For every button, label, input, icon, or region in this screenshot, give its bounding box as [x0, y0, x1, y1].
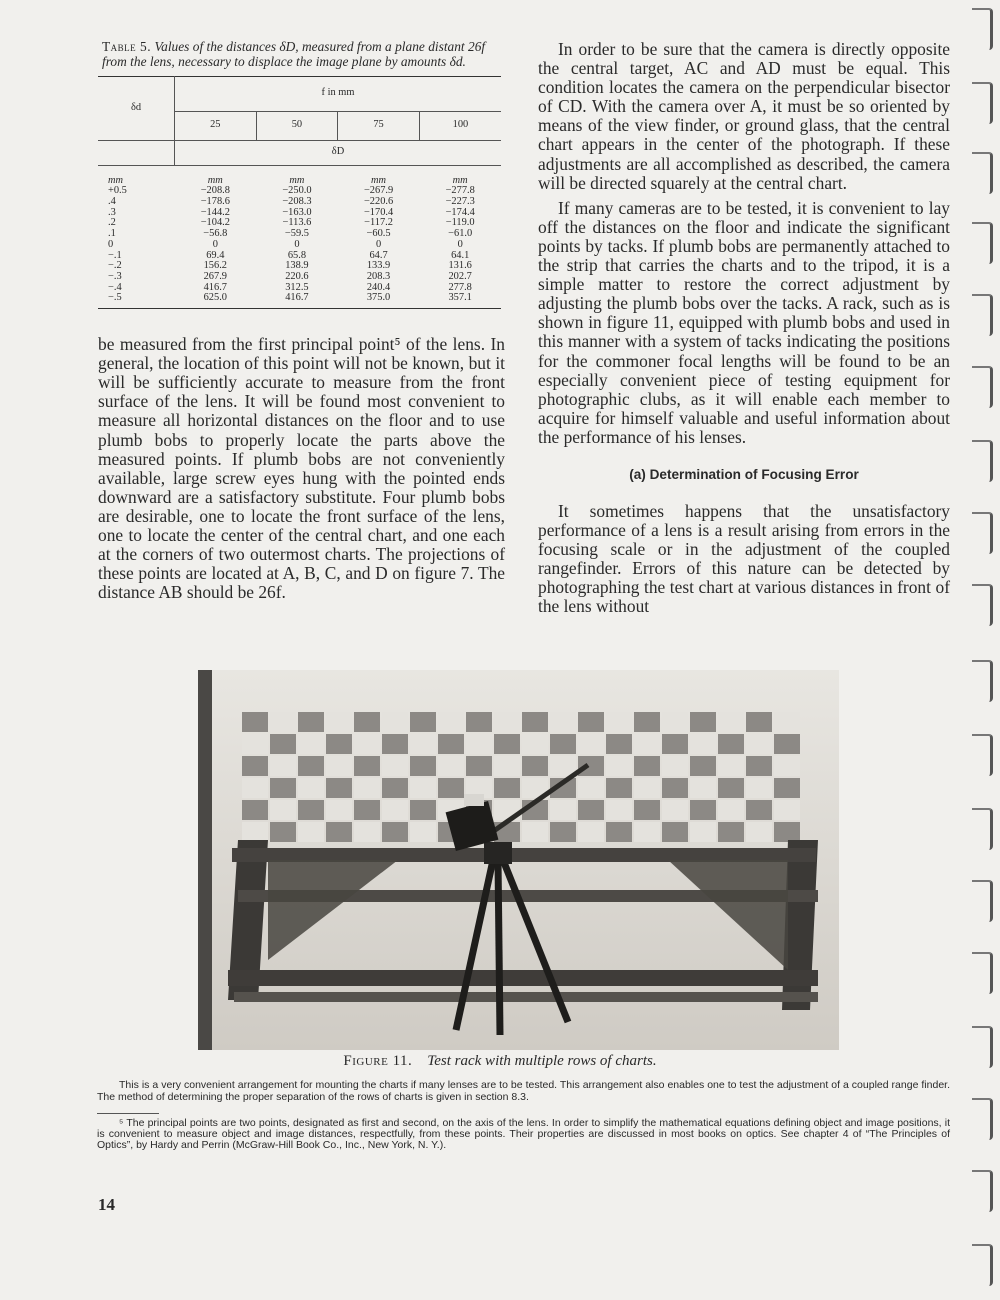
binder-ring: [972, 952, 993, 994]
header-f: f in mm: [175, 76, 502, 111]
binder-ring: [972, 294, 993, 336]
dD-cell: −178.6: [200, 196, 230, 207]
table-body: [98, 165, 501, 308]
unit-label: mm: [371, 174, 387, 186]
binder-ring: [972, 1170, 993, 1212]
dd-cell: −.3: [108, 270, 122, 282]
right-paragraph-3: It sometimes happens that the unsatisfactory performance of a lens is a result arising from errors in the focusing scale or in the adjustment of the coupled rangefinder. Errors of this nature can be detected by photographing the test chart at various distances in front of the lens without: [538, 500, 950, 617]
dD-cell: 0: [294, 238, 300, 250]
left-column: [98, 40, 505, 602]
figure-label: Figure 11.: [343, 1053, 413, 1069]
table-row: [98, 293, 501, 308]
dD-cell: 69.4: [206, 249, 225, 261]
dD-cell: −144.2: [200, 206, 230, 218]
dD-cell: −208.8: [200, 185, 230, 197]
dD-cell: 208.3: [366, 270, 391, 282]
dD-cell: 267.9: [203, 270, 227, 282]
dD-cell: 64.7: [369, 249, 388, 261]
dd-cell: −.2: [108, 260, 122, 272]
figure-caption: [0, 1053, 1000, 1070]
test-rack-photo: [198, 670, 839, 1050]
right-column: [538, 40, 950, 617]
binder-ring: [972, 880, 993, 922]
binder-ring: [972, 1098, 993, 1140]
section-heading: (a) Determination of Focusing Error: [629, 466, 859, 482]
dD-cell: 312.5: [285, 281, 309, 293]
dd-cell: −.1: [108, 249, 122, 261]
dD-cell: 375.0: [366, 292, 391, 304]
dD-cell: −174.4: [445, 206, 475, 218]
page-number: 14: [98, 1195, 115, 1214]
dD-cell: 357.1: [448, 292, 472, 304]
dD-cell: 65.8: [287, 249, 307, 261]
dD-cell: −117.2: [364, 217, 393, 229]
dd-cell: −.5: [108, 292, 122, 304]
dD-cell: −104.2: [200, 217, 230, 229]
footnote-rule: [97, 1113, 159, 1114]
dd-cell: .2: [108, 217, 116, 229]
dd-cell: .4: [108, 196, 116, 207]
unit-label: mm: [289, 174, 305, 186]
f-value: 75: [338, 111, 420, 140]
binder-ring: [972, 440, 993, 482]
dD-cell: −56.8: [203, 228, 228, 240]
header-dd: δd: [98, 76, 175, 140]
dD-cell: 133.9: [366, 260, 391, 272]
dD-cell: −113.6: [282, 217, 312, 229]
dD-cell: 131.6: [448, 260, 472, 272]
unit-label: mm: [108, 174, 124, 186]
dD-cell: 202.7: [448, 270, 472, 282]
table-caption-text: Values of the distances δD, measured from a plane distant 26f from the lens, necessary to displace the image plane by amounts δd.: [102, 39, 486, 69]
binder-ring: [972, 152, 993, 194]
dD-cell: −60.5: [366, 228, 391, 240]
right-paragraph-2: If many cameras are to be tested, it is convenient to lay off the distances on the floor and indicate the significant points by tacks. If plumb bobs are permanently attached to the strip that carries the charts and to the tripod, it is a simple matter to restore the correct adjustment by adjusting the plumb bobs over the tacks. A rack, such as is shown in figure 11, equipped with plumb bobs and used in this manner with a system of tacks indicating the positions for the commoner focal lengths will be found to be an especially convenient piece of testing equipment for photographic clubs, as it will enable each member to acquire for himself valuable and useful information about the performance of his lenses.: [538, 197, 950, 447]
dD-cell: −163.0: [282, 206, 312, 218]
binder-ring: [972, 734, 993, 776]
binder-ring: [972, 1244, 993, 1286]
distance-table: [98, 76, 501, 309]
dD-cell: −170.4: [363, 206, 394, 218]
dD-cell: 0: [375, 238, 382, 250]
binder-ring: [972, 1026, 993, 1068]
dd-cell: .3: [108, 206, 116, 218]
dD-cell: −61.0: [448, 228, 473, 240]
dD-cell: −277.8: [445, 185, 475, 197]
dD-cell: −220.6: [363, 196, 394, 207]
table-row: [98, 240, 501, 251]
unit-label: mm: [207, 174, 223, 186]
dD-cell: 416.7: [203, 281, 227, 293]
dD-cell: −250.0: [282, 185, 312, 197]
header-dD: δD: [175, 140, 502, 165]
f-value: 50: [256, 111, 338, 140]
dD-cell: 220.6: [285, 270, 309, 282]
dD-cell: −59.5: [284, 228, 309, 240]
dD-cell: 277.8: [448, 281, 472, 293]
unit-label: mm: [452, 174, 468, 186]
table-caption: [98, 40, 505, 70]
dD-cell: 0: [457, 238, 463, 250]
footnote: ⁵ The principal points are two points, designated as first and second, on the axis of the lens. In order to simplify the mathematical equations defining object and image positions, it is convenient to measure object and image distances, respectfully, from these points. Their properties are discussed in most books on optics. See chapter 4 of “The Principles of Optics”, by Hardy and Perrin (McGraw-Hill Book Co., Inc., New York, N. Y.).: [97, 1117, 950, 1151]
right-paragraph-1: In order to be sure that the camera is directly opposite the central target, AC and AD must be equal. This condition locates the camera on the perpendicular bisector of CD. With the camera over A, it must be so oriented by means of the view finder, or ground glass, that the central chart appears in the center of the photograph. If these adjustments are all accomplished as described, the camera will be directed squarely at the central chart.: [538, 39, 950, 193]
figure-note: This is a very convenient arrangement for mounting the charts if many lenses are to be tested. This arrangement also enables one to test the adjustment of a coupled range finder. The method of determining the proper separation of the rows of charts is given in section 8.3.: [97, 1079, 950, 1103]
f-value: 100: [419, 111, 501, 140]
dd-cell: 0: [108, 238, 114, 250]
table-label: Table 5.: [102, 39, 152, 54]
dD-cell: 156.2: [203, 260, 227, 272]
dD-cell: 64.1: [451, 249, 470, 261]
dD-cell: 416.7: [285, 292, 309, 304]
left-paragraph: be measured from the first principal point⁵ of the lens. In general, the location of this point will not be known, but it will be sufficiently accurate to measure from the front surface of the lens. It will be found most convenient to measure all horizontal distances on the floor and to use plumb bobs to properly locate the parts above the measured points. If plumb bobs are not conveniently available, large screw eyes hung with the pointed ends downward are a satisfactory substitute. Four plumb bobs are desirable, one to locate the front surface of the lens, one to locate the center of the central chart, and one each at the corners of two outermost charts. The projections of these points are located at A, B, C, and D on figure 7. The distance AB should be 26f.: [98, 334, 505, 603]
binder-ring: [972, 512, 993, 554]
binder-ring: [972, 808, 993, 850]
dD-cell: 138.9: [285, 260, 309, 272]
binder-ring: [972, 660, 993, 702]
dD-cell: −208.3: [282, 196, 312, 207]
dD-cell: −119.0: [445, 217, 475, 229]
dd-cell: +0.5: [108, 185, 127, 197]
binder-ring: [972, 82, 993, 124]
dD-cell: −267.9: [363, 185, 394, 197]
binder-ring: [972, 222, 993, 264]
dd-cell: −.4: [108, 281, 122, 293]
dD-cell: 0: [212, 238, 218, 250]
dd-cell: .1: [108, 228, 116, 240]
dD-cell: 625.0: [203, 292, 227, 304]
binder-ring: [972, 584, 993, 626]
f-value: 25: [175, 111, 257, 140]
figure-caption-text: Test rack with multiple rows of charts.: [427, 1053, 657, 1069]
dD-cell: 240.4: [366, 281, 391, 293]
binder-ring: [972, 8, 993, 50]
binder-ring: [972, 366, 993, 408]
dD-cell: −227.3: [445, 196, 475, 207]
